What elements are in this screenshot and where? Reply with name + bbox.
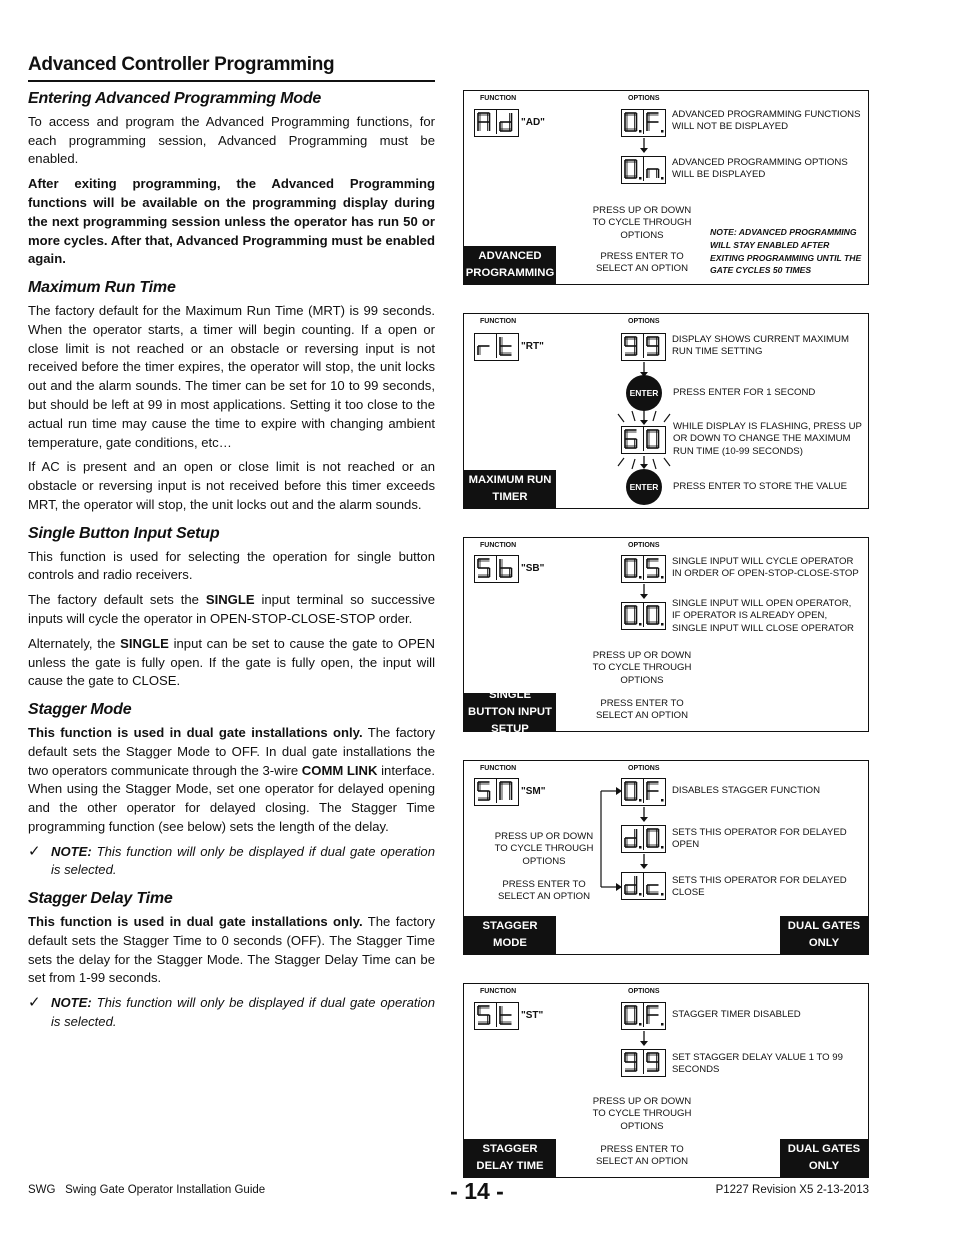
heading-delay: Stagger Delay Time — [28, 890, 173, 908]
segment-digit — [475, 334, 496, 358]
function-label-block: STAGGER DELAY TIME — [464, 1139, 556, 1177]
segment-digit — [643, 110, 665, 134]
segment-digit — [622, 110, 643, 134]
segment-digit — [622, 779, 643, 803]
segment-digit — [622, 1003, 643, 1027]
option-display — [621, 1002, 666, 1030]
option-display-current — [621, 333, 666, 361]
function-display — [474, 778, 519, 806]
enter-button-icon: ENTER — [626, 375, 662, 411]
function-label-block: SINGLE BUTTON INPUT SETUP — [464, 693, 556, 731]
segment-digit — [622, 157, 643, 181]
segment-digit — [643, 157, 665, 181]
segment-digit — [622, 873, 643, 897]
mrt-paragraph-1: The factory default for the Maximum Run Time (MRT) is 99 seconds. When the operator starts, a timer will begin counting. If a open or close limit is not reached or an obstacle or reversing input is not received before the timer expires, the operator will stop, the unit locks out and the alarm sounds. The timer can be set for 10 to 99 seconds, but should be left at 99 in most applications. Setting it too close to the actual run time may cause the time to expire with changing ambient temperature, gate conditions, etc… — [28, 302, 435, 450]
segment-digit — [643, 427, 665, 451]
arrow-down-icon — [639, 854, 649, 870]
segment-digit — [643, 334, 665, 358]
enter-instruction: PRESS ENTER TO SELECT AN OPTION — [595, 251, 689, 275]
check-icon: ✓ — [28, 842, 41, 860]
page-title: Advanced Controller Programming — [28, 54, 335, 75]
function-code: "AD" — [521, 117, 545, 128]
segment-digit — [622, 427, 643, 451]
enter-instruction: PRESS ENTER TO SELECT AN OPTION — [595, 1144, 689, 1168]
enter-button-icon: ENTER — [626, 469, 662, 505]
option-display-off — [621, 109, 666, 137]
programming-note: NOTE: ADVANCED PROGRAMMING WILL STAY ENABLED AFTER EXITING PROGRAMMING UNTIL THE GATE CYCLES 50 TIMES — [710, 227, 862, 276]
cycle-instruction: PRESS UP OR DOWN TO CYCLE THROUGH OPTIONS — [592, 650, 692, 686]
cycle-instruction: PRESS UP OR DOWN TO CYCLE THROUGH OPTIONS — [494, 831, 594, 867]
entering-paragraph-2: After exiting programming, the Advanced Programming functions will be available on the programming display during the next programming session unless the operator has run 50 or more cycles. After that, Advanced Programming must be enabled again. — [28, 176, 435, 267]
options-label: OPTIONS — [628, 988, 660, 995]
cycle-instruction: PRESS UP OR DOWN TO CYCLE THROUGH OPTIONS — [592, 1096, 692, 1132]
options-label: OPTIONS — [628, 318, 660, 325]
heading-entering: Entering Advanced Programming Mode — [28, 90, 322, 107]
option-display-on — [621, 156, 666, 184]
check-icon: ✓ — [28, 994, 41, 1012]
panel-stagger-mode — [463, 760, 869, 955]
option-display — [621, 602, 666, 630]
option-desc: WHILE DISPLAY IS FLASHING, PRESS UP OR DOWN TO CHANGE THE MAXIMUM RUN TIME (10-99 SECONDS) — [673, 421, 862, 457]
heading-stagger: Stagger Mode — [28, 701, 132, 719]
segment-digit — [643, 873, 665, 897]
footer-revision: P1227 Revision X5 2-13-2013 — [715, 1184, 869, 1196]
option-desc: ADVANCED PROGRAMMING FUNCTIONS WILL NOT BE DISPLAYED — [672, 109, 861, 133]
segment-digit — [643, 826, 665, 850]
options-label: OPTIONS — [628, 765, 660, 772]
entering-paragraph-1: To access and program the Advanced Programming functions, for each programming session, Advanced Programming must be enabled. — [28, 113, 435, 167]
heading-single: Single Button Input Setup — [28, 524, 220, 542]
delay-paragraph: This function is used in dual gate installations only. The factory default sets the Stagger Time to 0 seconds (OFF). The Stagger Time sets the delay for the Stagger Mode. The Stagger Delay Time can be set from 1-99 seconds. — [28, 914, 435, 986]
segment-digit — [475, 779, 496, 803]
segment-digit — [643, 556, 665, 580]
function-display — [474, 555, 519, 583]
function-label: FUNCTION — [480, 318, 517, 325]
panel-stagger-delay-time — [463, 983, 869, 1178]
function-label: FUNCTION — [480, 765, 517, 772]
segment-digit — [496, 334, 518, 358]
option-desc: SINGLE INPUT WILL OPEN OPERATOR, IF OPERATOR IS ALREADY OPEN, SINGLE INPUT WILL CLOSE OPERATOR — [672, 598, 854, 634]
segment-digit — [475, 110, 496, 134]
function-label: FUNCTION — [480, 988, 517, 995]
segment-digit — [475, 556, 496, 580]
delay-note: ✓ NOTE: This function will only be displayed if dual gate operation is selected. — [28, 994, 435, 1032]
arrow-down-icon — [639, 410, 649, 426]
heading-mrt: Maximum Run Time — [28, 279, 176, 297]
option-display — [621, 1049, 666, 1077]
option-desc: DISPLAY SHOWS CURRENT MAXIMUM RUN TIME SETTING — [672, 334, 849, 358]
stagger-note: ✓ NOTE: This function will only be displayed if dual gate operation is selected. — [28, 843, 435, 881]
footer-left: SWG Swing Gate Operator Installation Guide — [28, 1184, 266, 1196]
single-paragraph-3: Alternately, the SINGLE input can be set to cause the gate to OPEN unless the gate is fully open. If the gate is fully open, the input will cause the gate to CLOSE. — [28, 635, 435, 689]
cycle-bracket-icon — [597, 785, 623, 891]
enter-desc: PRESS ENTER FOR 1 SECOND — [673, 387, 816, 398]
segment-digit — [496, 1003, 518, 1027]
enter-desc: PRESS ENTER TO STORE THE VALUE — [673, 481, 847, 492]
cycle-instruction: PRESS UP OR DOWN TO CYCLE THROUGH OPTIONS — [592, 205, 692, 241]
function-label: FUNCTION — [480, 542, 517, 549]
option-display — [621, 778, 666, 806]
segment-digit — [496, 110, 518, 134]
arrow-down-icon — [639, 1031, 649, 1047]
option-desc: SET STAGGER DELAY VALUE 1 TO 99 SECONDS — [672, 1052, 843, 1076]
segment-digit — [643, 1050, 665, 1074]
function-label-block: ADVANCED PROGRAMMING — [464, 246, 556, 284]
option-desc: DISABLES STAGGER FUNCTION — [672, 785, 821, 796]
single-paragraph-1: This function is used for selecting the operation for single button controls and radio receivers. — [28, 548, 435, 583]
option-display — [621, 872, 666, 900]
segment-digit — [643, 779, 665, 803]
option-display-flashing — [621, 426, 666, 454]
arrow-down-icon — [639, 138, 649, 154]
option-display — [621, 825, 666, 853]
options-label: OPTIONS — [628, 95, 660, 102]
segment-digit — [622, 826, 643, 850]
function-code: "RT" — [521, 341, 544, 352]
panel-single-button-input — [463, 537, 869, 735]
function-code: "SM" — [521, 786, 546, 797]
option-desc: SINGLE INPUT WILL CYCLE OPERATOR IN ORDER OF OPEN-STOP-CLOSE-STOP — [672, 556, 859, 580]
segment-digit — [622, 1050, 643, 1074]
enter-instruction: PRESS ENTER TO SELECT AN OPTION — [497, 879, 591, 903]
segment-digit — [622, 334, 643, 358]
function-display — [474, 1002, 519, 1030]
options-label: OPTIONS — [628, 542, 660, 549]
function-display — [474, 333, 519, 361]
function-label-block: STAGGER MODE — [464, 916, 556, 954]
panel-maximum-run-timer — [463, 313, 869, 509]
single-paragraph-2: The factory default sets the SINGLE input terminal so successive inputs will cycle the operator in OPEN-STOP-CLOSE-STOP order. — [28, 592, 435, 626]
function-code: "ST" — [521, 1010, 544, 1021]
function-display — [474, 109, 519, 137]
segment-digit — [496, 556, 518, 580]
option-desc: SETS THIS OPERATOR FOR DELAYED OPEN — [672, 827, 847, 851]
arrow-down-icon — [639, 456, 649, 470]
function-label: FUNCTION — [480, 95, 517, 102]
function-label-block: MAXIMUM RUN TIMER — [464, 470, 556, 508]
stagger-paragraph: This function is used in dual gate installations only. The factory default sets the Stagger Mode to OFF. In dual gate installations the two operators communicate through the 3-wire COMM LINK interface. When using the Stagger Mode, set one operator for delayed opening and the other operator for delayed closing. The Stagger Time programming function (see below) sets the length of the delay. — [28, 724, 435, 834]
segment-digit — [475, 1003, 496, 1027]
function-code: "SB" — [521, 563, 545, 574]
segment-digit — [643, 1003, 665, 1027]
arrow-down-icon — [639, 807, 649, 823]
enter-instruction: PRESS ENTER TO SELECT AN OPTION — [595, 698, 689, 722]
arrow-down-icon — [639, 584, 649, 600]
mrt-paragraph-2: If AC is present and an open or close limit is not reached or an obstacle or reversing input is not received before this timer exceeds MRT, the operator will stop, the unit locks out and the alarm sounds. — [28, 459, 435, 512]
option-desc: SETS THIS OPERATOR FOR DELAYED CLOSE — [672, 875, 847, 899]
dual-gates-block: DUAL GATES ONLY — [780, 916, 868, 954]
panel-advanced-programming — [463, 90, 869, 285]
segment-digit — [643, 603, 665, 627]
option-desc: STAGGER TIMER DISABLED — [672, 1009, 801, 1020]
option-display — [621, 555, 666, 583]
page-number: - 14 - — [450, 1178, 504, 1204]
title-rule — [28, 80, 435, 82]
option-desc: ADVANCED PROGRAMMING OPTIONS WILL BE DISPLAYED — [672, 157, 848, 181]
segment-digit — [622, 556, 643, 580]
segment-digit — [496, 779, 518, 803]
segment-digit — [622, 603, 643, 627]
text-column — [28, 90, 435, 1038]
dual-gates-block: DUAL GATES ONLY — [780, 1139, 868, 1177]
